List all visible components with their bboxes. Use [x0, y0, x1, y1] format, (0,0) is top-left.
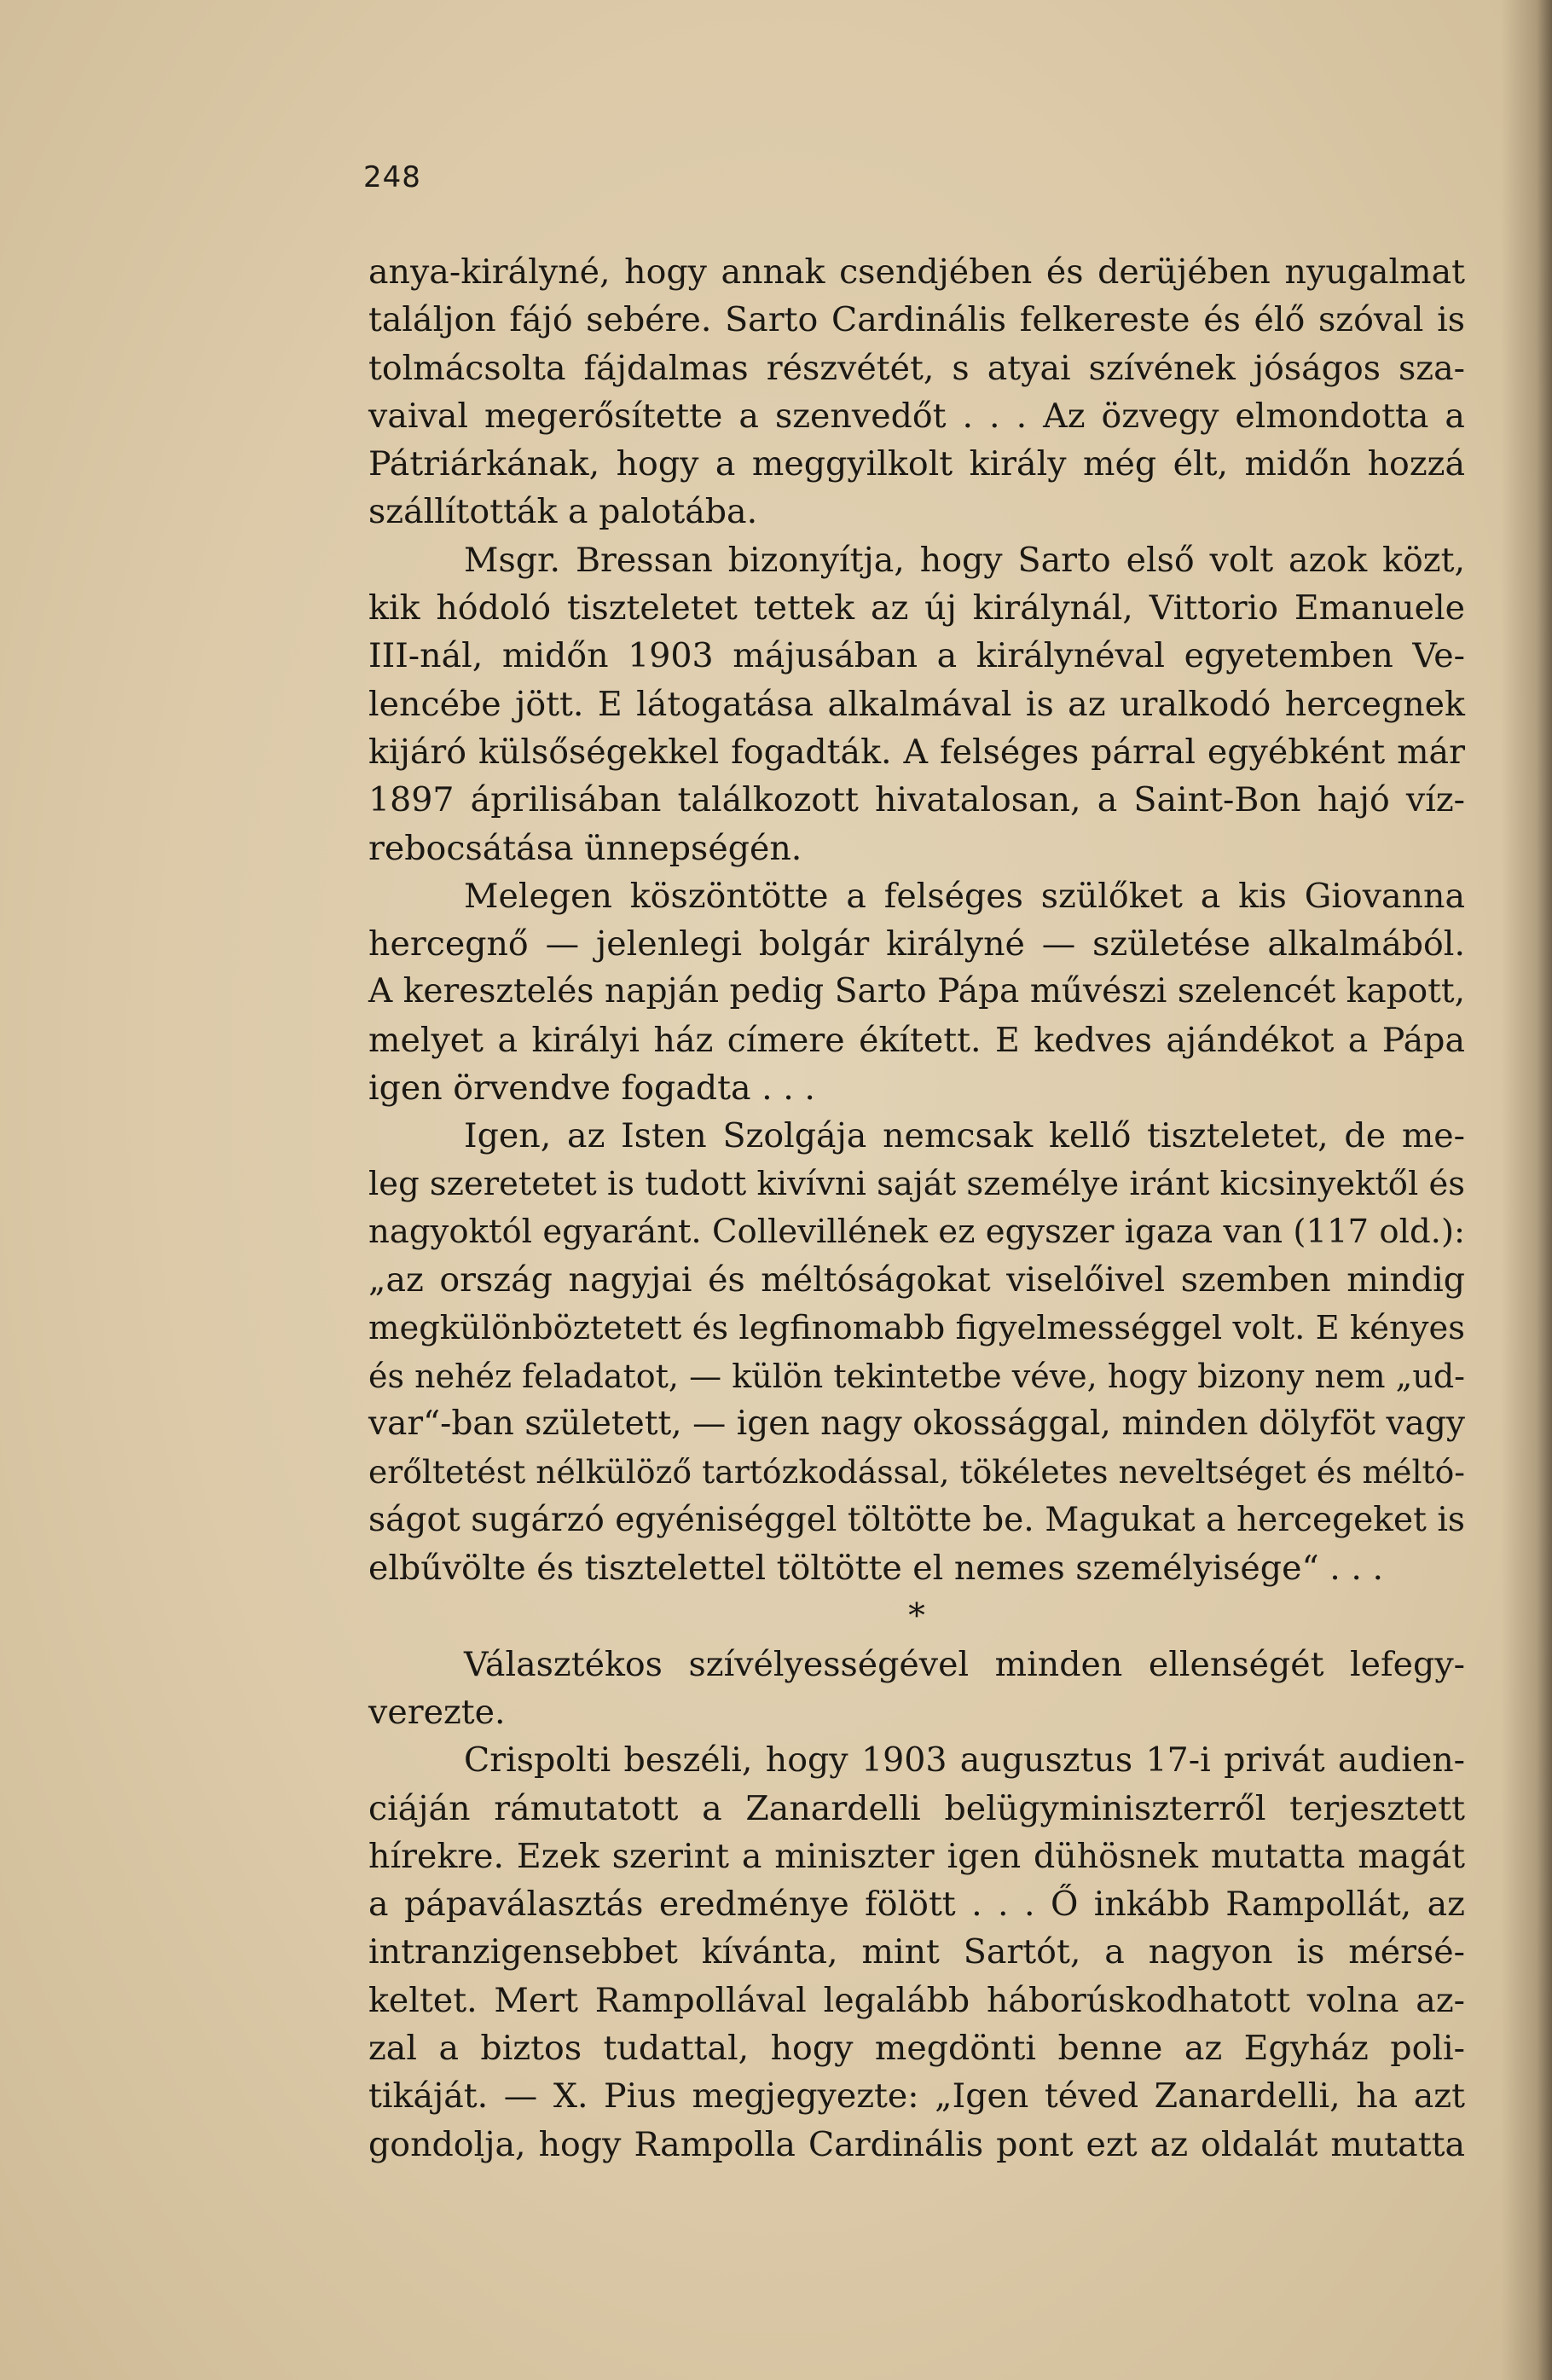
text-line: hírekre. Ezek szerint a miniszter igen dühösnek mutatta magát [368, 1836, 1465, 1876]
text-line: szállították a palotába. [368, 492, 758, 532]
text-line: hercegnő — jelenlegi bolgár királyné — születése alkalmából. [368, 924, 1465, 964]
text-line: zal a biztos tudattal, hogy megdönti benne az Egyház poli- [368, 2028, 1465, 2068]
text-line: intranzigensebbet kívánta, mint Sartót, a nagyon is mérsé- [368, 1932, 1465, 1972]
section-separator: * [908, 1596, 925, 1636]
text-line: A keresztelés napján pedig Sarto Pápa művészi szelencét kapott, [368, 972, 1465, 1011]
text-line: Melegen köszöntötte a felséges szülőket a kis Giovanna [464, 876, 1465, 916]
body-text [368, 248, 1465, 2169]
text-line: találjon fájó sebére. Sarto Cardinális felkereste és élő szóval is [368, 300, 1465, 340]
text-line: és nehéz feladatot, — külön tekintetbe véve, hogy bizony nem „ud- [368, 1357, 1465, 1395]
spine-shadow [1501, 0, 1552, 2380]
text-line: Választékos szívélyességével minden ellenségét lefegy- [464, 1644, 1465, 1684]
text-line: „az ország nagyjai és méltóságokat viselőivel szemben mindig [368, 1260, 1465, 1300]
text-line: Pátriárkának, hogy a meggyilkolt király még élt, midőn hozzá [368, 444, 1465, 484]
text-line: igen örvendve fogadta . . . [368, 1068, 815, 1109]
text-line: Igen, az Isten Szolgája nemcsak kellő tiszteletet, de me- [464, 1116, 1465, 1156]
text-line: rebocsátása ünnepségén. [368, 828, 802, 868]
text-line: melyet a királyi ház címere ékített. E kedves ajándékot a Pápa [368, 1020, 1465, 1060]
text-line: anya-királyné, hogy annak csendjében és derüjében nyugalmat [368, 252, 1465, 292]
text-line: tolmácsolta fájdalmas részvétét, s atyai szívének jóságos sza- [368, 348, 1465, 388]
text-line: verezte. [368, 1692, 506, 1732]
text-line: ságot sugárzó egyéniséggel töltötte be. Magukat a hercegeket is [368, 1500, 1465, 1539]
page-number: 248 [363, 160, 421, 194]
text-line: keltet. Mert Rampollával legalább háborúskodhatott volna az- [368, 1980, 1465, 2020]
text-line: Crispolti beszéli, hogy 1903 augusztus 17-i privát audien- [464, 1740, 1465, 1781]
text-line: kijáró külsőségekkel fogadták. A felséges párral egyébként már [368, 732, 1465, 772]
text-line: Msgr. Bressan bizonyítja, hogy Sarto első volt azok közt, [464, 540, 1465, 580]
text-line: III-nál, midőn 1903 májusában a királynéval egyetemben Ve- [368, 636, 1465, 676]
text-line: ciáján rámutatott a Zanardelli belügyminiszterről terjesztett [368, 1788, 1465, 1828]
text-line: var“-ban született, — igen nagy okossággal, minden dölyföt vagy [368, 1404, 1465, 1444]
text-line: kik hódoló tiszteletet tettek az új királynál, Vittorio Emanuele [368, 588, 1465, 628]
text-line: elbűvölte és tisztelettel töltötte el nemes személyisége“ . . . [368, 1549, 1383, 1589]
text-line: megkülönböztetett és legfinomabb figyelmességgel volt. E kényes [368, 1308, 1465, 1347]
text-line: 1897 áprilisában találkozott hivatalosan, a Saint-Bon hajó víz- [368, 780, 1465, 820]
text-line: a pápaválasztás eredménye fölött . . . Ő inkább Rampollát, az [368, 1885, 1465, 1925]
text-line: leg szeretetet is tudott kivívni saját személye iránt kicsinyektől és [368, 1164, 1465, 1203]
text-line: vaival megerősítette a szenvedőt . . . Az özvegy elmondotta a [368, 396, 1465, 436]
text-line: tikáját. — X. Pius megjegyezte: „Igen téved Zanardelli, ha azt [368, 2076, 1465, 2117]
text-line: nagyoktól egyaránt. Collevillének ez egyszer igaza van (117 old.): [368, 1212, 1465, 1251]
text-line: gondolja, hogy Rampolla Cardinális pont ezt az oldalát mutatta [368, 2124, 1465, 2164]
text-line: erőltetést nélkülöző tartózkodással, tökéletes neveltséget és méltó- [368, 1453, 1465, 1491]
text-line: lencébe jött. E látogatása alkalmával is az uralkodó hercegnek [368, 684, 1465, 724]
